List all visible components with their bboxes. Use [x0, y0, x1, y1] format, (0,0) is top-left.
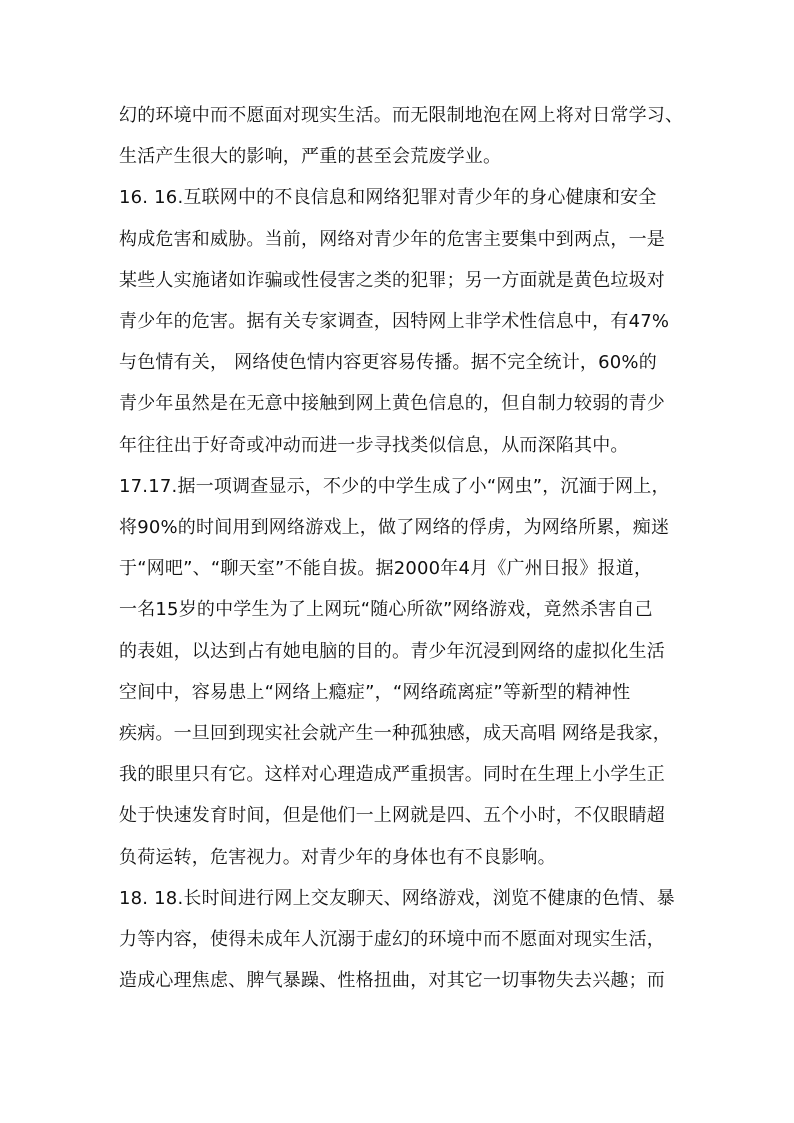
text-line: 造成心理焦虑、脾气暴躁、性格扭曲，对其它一切事物失去兴趣；而: [119, 970, 665, 991]
text-line: 17.17.据一项调查显示，不少的中学生成了小“网虫”，沉湎于网上，: [119, 476, 670, 497]
text-line: 空间中，容易患上“网络上瘾症”，“网络疏离症”等新型的精神性: [119, 682, 631, 703]
text-line: 我的眼里只有它。这样对心理造成严重损害。同时在生理上小学生正: [119, 764, 665, 785]
text-line: 将90%的时间用到网络游戏上，做了网络的俘虏，为网络所累，痴迷: [119, 517, 670, 538]
text-line: 生活产生很大的影响，严重的甚至会荒废学业。: [119, 146, 502, 167]
text-line: 处于快速发育时间，但是他们一上网就是四、五个小时，不仅眼睛超: [119, 805, 665, 826]
text-line: 力等内容，使得未成年人沉溺于虚幻的环境中而不愿面对现实生活，: [119, 929, 665, 950]
text-line: 与色情有关， 网络使色情内容更容易传播。据不完全统计，60%的: [119, 352, 657, 373]
text-line: 幻的环境中而不愿面对现实生活。而无限制地泡在网上将对日常学习、: [119, 105, 684, 126]
text-line: 16. 16.互联网中的不良信息和网络犯罪对青少年的身心健康和安全: [119, 187, 657, 208]
text-line: 构成危害和威胁。当前，网络对青少年的危害主要集中到两点，一是: [119, 229, 665, 250]
text-line: 青少年的危害。据有关专家调查，因特网上非学术性信息中，有47%: [119, 311, 670, 332]
text-line: 于“网吧”、“聊天室”不能自拔。据2000年4月《广州日报》报道，: [119, 558, 653, 579]
text-line: 青少年虽然是在无意中接触到网上黄色信息的，但自制力较弱的青少: [119, 393, 665, 414]
text-line: 的表姐，以达到占有她电脑的目的。青少年沉浸到网络的虚拟化生活: [119, 641, 665, 662]
text-line: 年往往出于好奇或冲动而进一步寻找类似信息，从而深陷其中。: [119, 435, 629, 456]
text-line: 18. 18.长时间进行网上交友聊天、网络游戏，浏览不健康的色情、暴: [119, 888, 675, 909]
text-line: 负荷运转，危害视力。对青少年的身体也有不良影响。: [119, 847, 556, 868]
text-line: 一名15岁的中学生为了上网玩“随心所欲”网络游戏，竟然杀害自己: [119, 599, 653, 620]
text-line: 某些人实施诸如诈骗或性侵害之类的犯罪；另一方面就是黄色垃圾对: [119, 270, 665, 291]
text-line: 疾病。一旦回到现实社会就产生一种孤独感，成天高唱 网络是我家，: [119, 723, 671, 744]
